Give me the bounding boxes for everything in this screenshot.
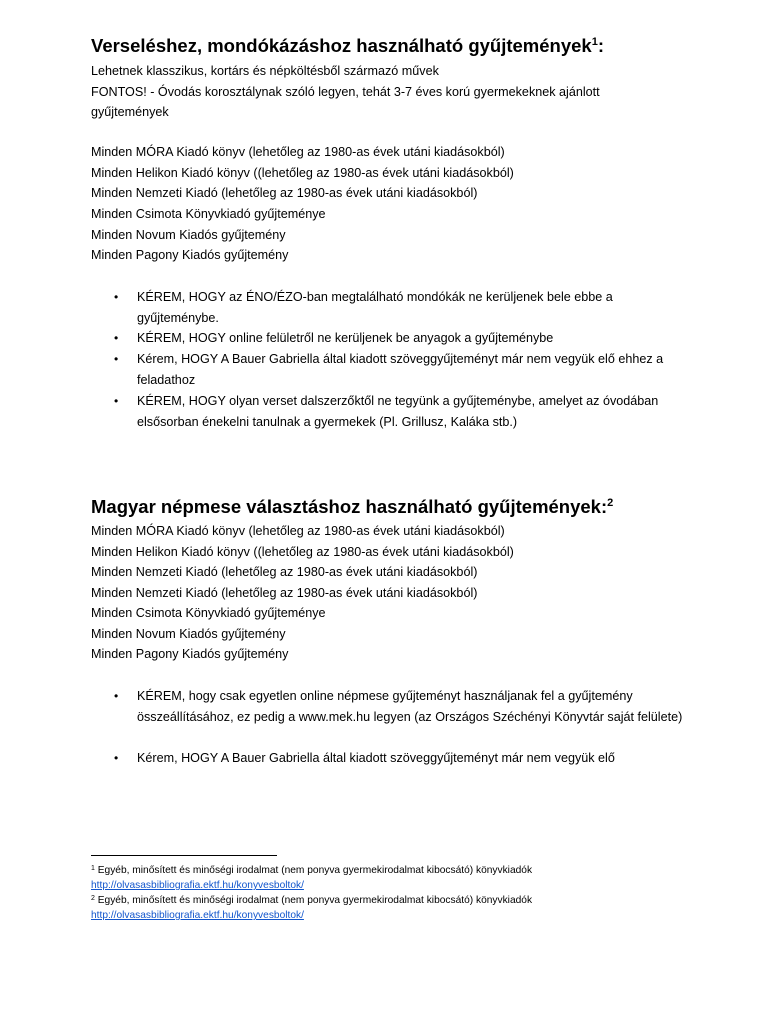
- intro-line: gyűjtemények: [91, 105, 169, 119]
- publisher-line: Minden Novum Kiadós gyűjtemény: [91, 228, 286, 242]
- publisher-line: Minden MÓRA Kiadó könyv (lehetőleg az 1980-as évek utáni kiadásokból): [91, 145, 505, 159]
- publisher-line: Minden Pagony Kiadós gyűjtemény: [91, 647, 289, 661]
- footnote-ref-1: 1: [591, 36, 598, 48]
- publisher-line: Minden Helikon Kiadó könyv ((lehetőleg az 1980-as évek utáni kiadásokból): [91, 545, 514, 559]
- intro-line: FONTOS! - Óvodás korosztálynak szóló legyen, tehát 3-7 éves korú gyermekeknek ajánlott: [91, 85, 600, 99]
- footnote-2-link-row[interactable]: [91, 909, 304, 923]
- footnote-text: Egyéb, minősített és minőségi irodalmat (nem ponyva gyermekirodalmat kibocsátó) könyvkiadók: [94, 895, 533, 906]
- footnote-mark: 1: [91, 865, 95, 872]
- footnote-mark: 2: [91, 895, 95, 902]
- bullet-item: Kérem, HOGY A Bauer Gabriella által kiadott szöveggyűjteményt már nem vegyük elő ehhez a feladathoz: [137, 352, 664, 387]
- footnote-link[interactable]: http://olvasasbibliografia.ektf.hu/konyvesboltok/: [91, 910, 304, 921]
- publisher-line: Minden Helikon Kiadó könyv ((lehetőleg az 1980-as évek utáni kiadásokból): [91, 166, 514, 180]
- footnote-separator: [91, 855, 277, 856]
- section1-heading-colon: :: [597, 35, 604, 56]
- bullet-icon: •: [114, 689, 119, 703]
- footnote-link[interactable]: http://olvasasbibliografia.ektf.hu/konyvesboltok/: [91, 880, 304, 891]
- publisher-line: Minden Nemzeti Kiadó (lehetőleg az 1980-as évek utáni kiadásokból): [91, 586, 478, 600]
- bullet-item: Kérem, HOGY A Bauer Gabriella által kiadott szöveggyűjteményt már nem vegyük elő: [137, 751, 615, 765]
- section2-heading-text: Magyar népmese választáshoz használható gyűjtemények:: [91, 496, 608, 517]
- footnote-2: [91, 894, 532, 908]
- section2-heading: [91, 496, 613, 518]
- bullet-icon: •: [114, 290, 119, 304]
- bullet-icon: •: [114, 394, 119, 408]
- bullet-icon: •: [114, 331, 119, 345]
- publisher-line: Minden Csimota Könyvkiadó gyűjteménye: [91, 207, 326, 221]
- publisher-line: Minden Nemzeti Kiadó (lehetőleg az 1980-as évek utáni kiadásokból): [91, 565, 478, 579]
- footnote-text: Egyéb, minősített és minőségi irodalmat (nem ponyva gyermekirodalmat kibocsátó) könyvkiadók: [94, 865, 533, 876]
- bullet-item: KÉREM, hogy csak egyetlen online népmese gyűjteményt használjanak fel a gyűjtemény összeállításához, ez pedig a www.mek.hu legyen (az Országos Széchényi Könyvtár saját felülete): [137, 689, 683, 724]
- footnote-ref-2: 2: [607, 497, 614, 509]
- intro-line: Lehetnek klasszikus, kortárs és népköltésből származó művek: [91, 64, 439, 78]
- bullet-item: KÉREM, HOGY online felületről ne kerüljenek be anyagok a gyűjteménybe: [137, 331, 554, 345]
- bullet-item: KÉREM, HOGY olyan verset dalszerzőktől ne tegyünk a gyűjteménybe, amelyet az óvodában elsősorban énekelni tanulnak a gyermekek (Pl. Grillusz, Kaláka stb.): [137, 394, 659, 429]
- publisher-line: Minden Csimota Könyvkiadó gyűjteménye: [91, 606, 326, 620]
- bullet-icon: •: [114, 352, 119, 366]
- publisher-line: Minden Pagony Kiadós gyűjtemény: [91, 248, 289, 262]
- bullet-icon: •: [114, 751, 119, 765]
- publisher-line: Minden Nemzeti Kiadó (lehetőleg az 1980-as évek utáni kiadásokból): [91, 186, 478, 200]
- footnote-1-link-row[interactable]: [91, 879, 304, 893]
- publisher-line: Minden Novum Kiadós gyűjtemény: [91, 627, 286, 641]
- section1-heading-text: Verseléshez, mondókázáshoz használható gyűjtemények: [91, 35, 592, 56]
- bullet-item: KÉREM, HOGY az ÉNO/ÉZO-ban megtalálható mondókák ne kerüljenek bele ebbe a gyűjteménybe.: [137, 290, 613, 325]
- footnote-1: [91, 864, 532, 878]
- publisher-line: Minden MÓRA Kiadó könyv (lehetőleg az 1980-as évek utáni kiadásokból): [91, 524, 505, 538]
- section1-heading: [91, 35, 604, 57]
